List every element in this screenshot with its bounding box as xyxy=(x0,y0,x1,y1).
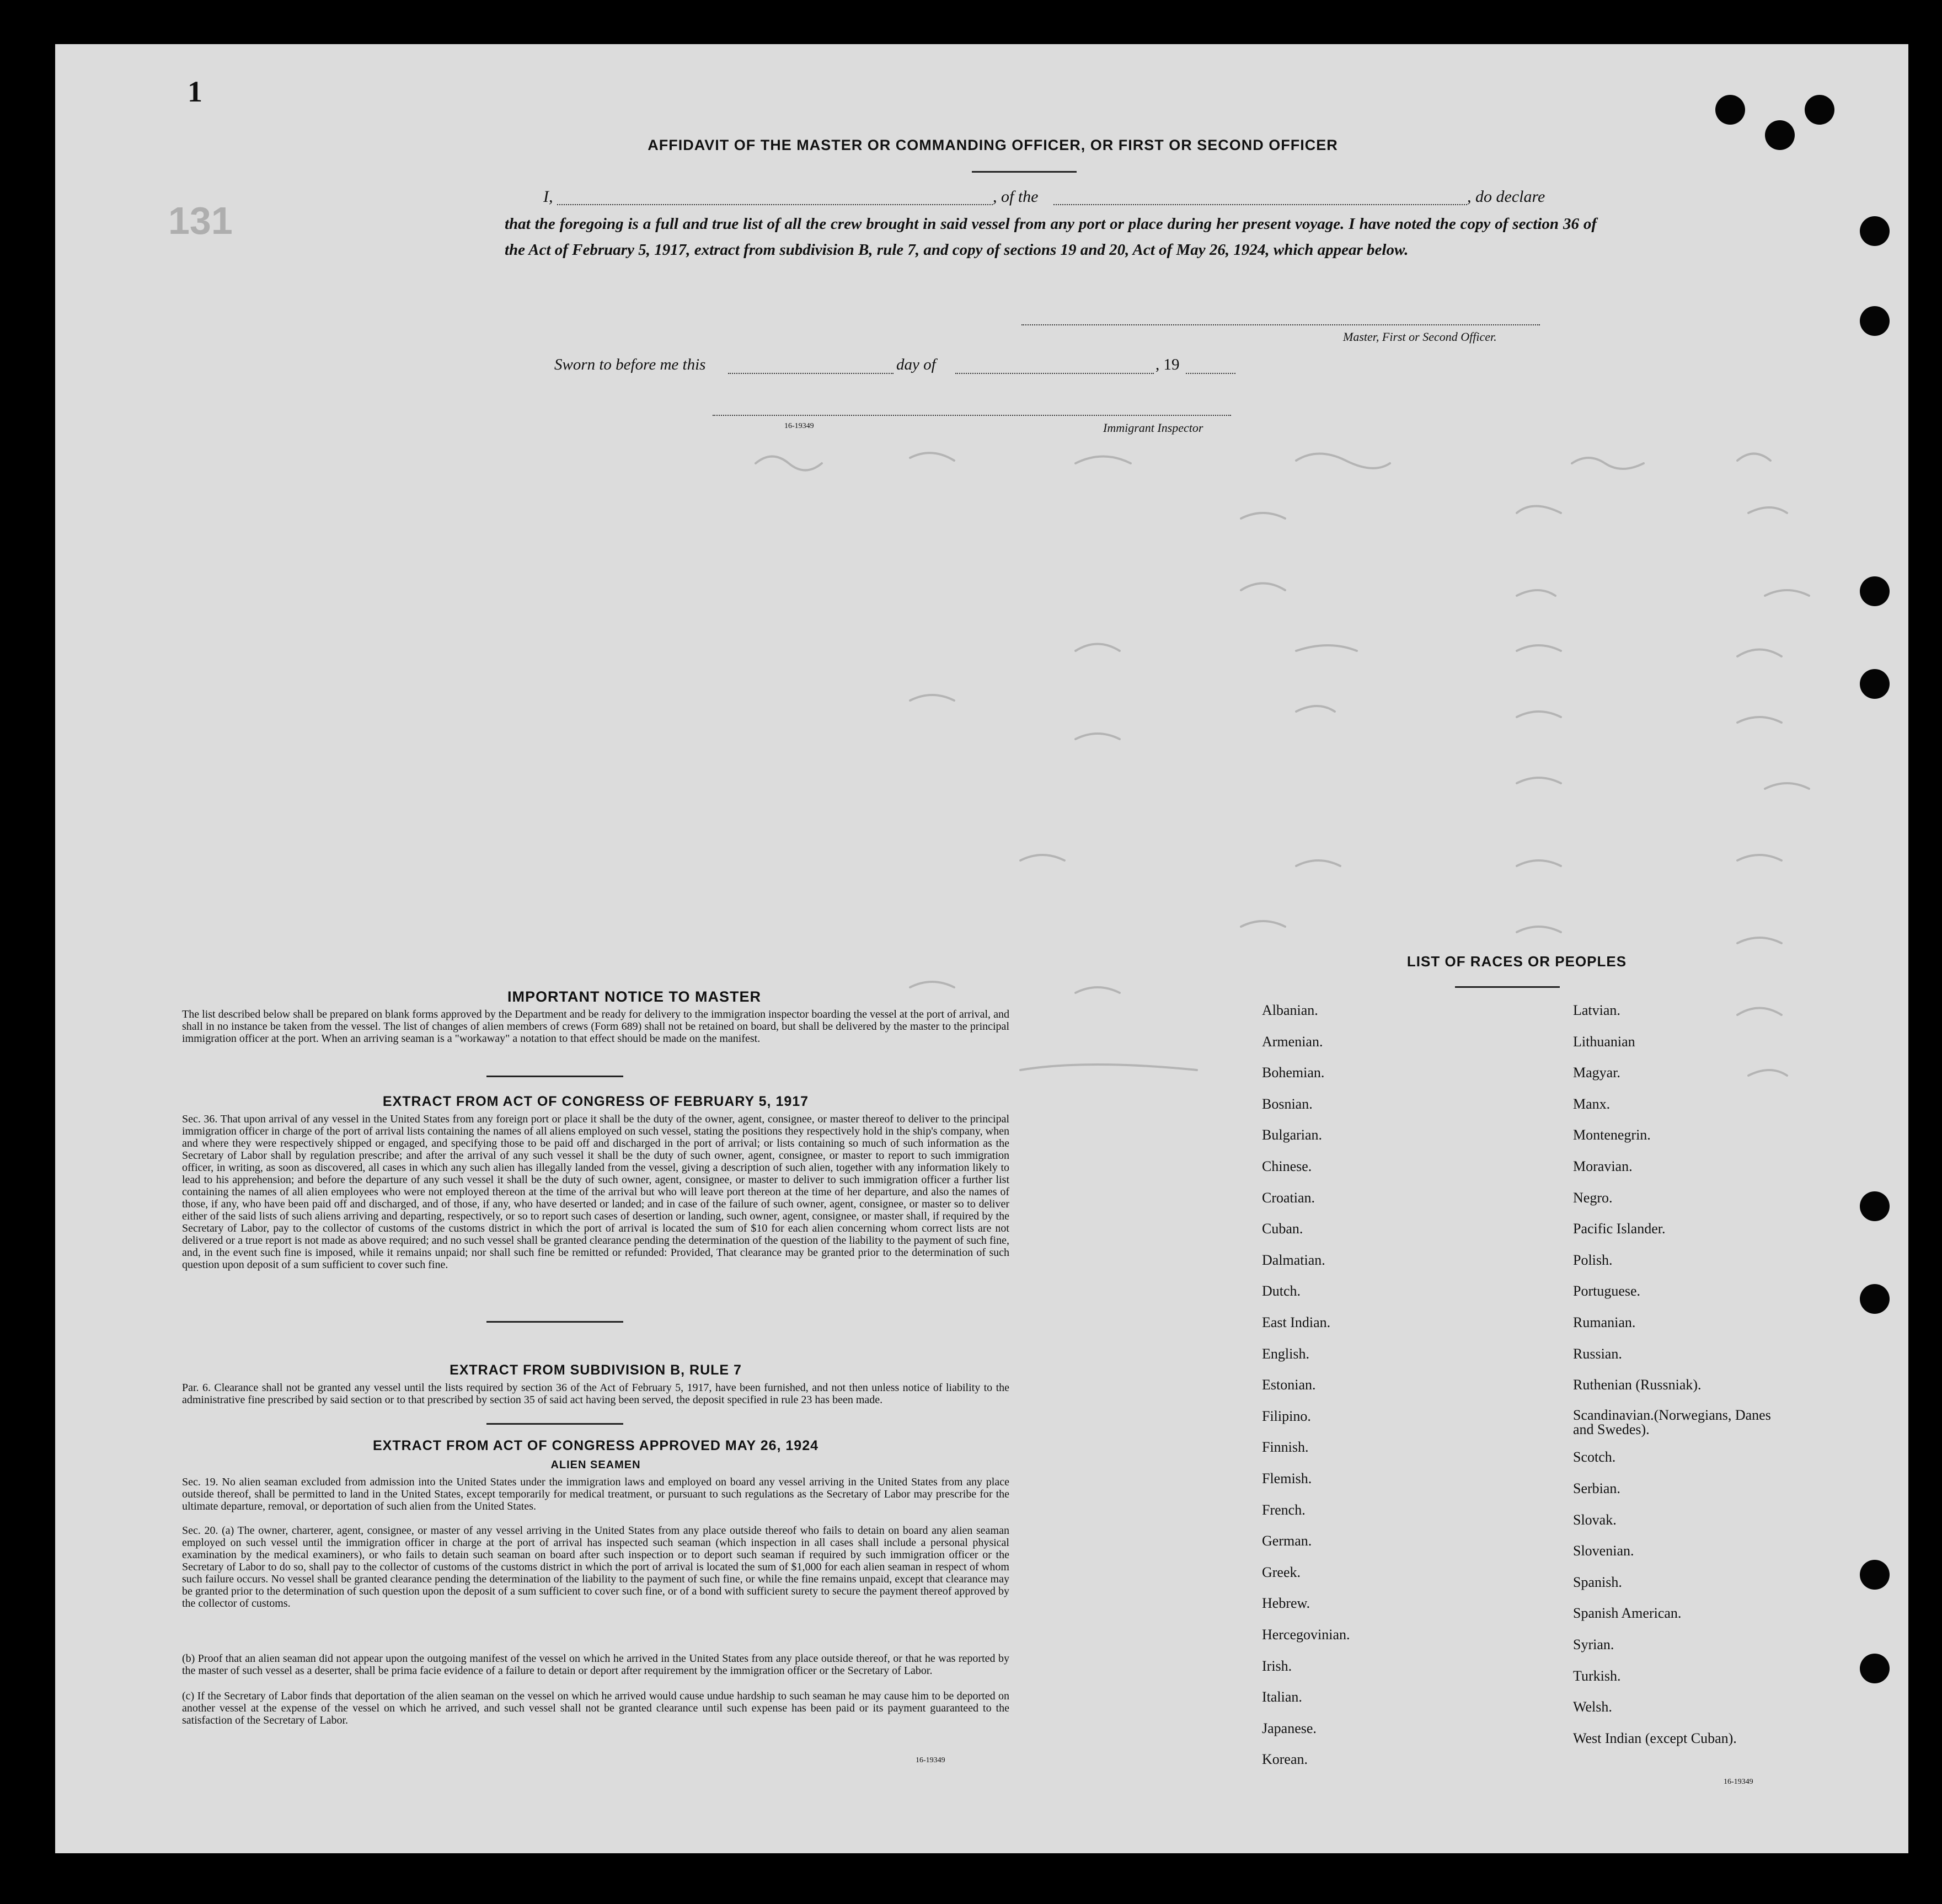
race-item-left: Korean. xyxy=(1262,1751,1308,1768)
signature-label: Master, First or Second Officer. xyxy=(1343,330,1497,344)
corner-mark: 1 xyxy=(188,75,202,108)
race-item-right: Slovenian. xyxy=(1573,1543,1634,1559)
race-item-left: Dalmatian. xyxy=(1262,1251,1325,1268)
extract-1924-form-number: 16-19349 xyxy=(916,1756,945,1764)
race-item-right: West Indian (except Cuban). xyxy=(1573,1730,1737,1746)
race-item-left: Bosnian. xyxy=(1262,1095,1313,1112)
punch-hole xyxy=(1860,1560,1890,1590)
race-item-left: Hebrew. xyxy=(1262,1595,1310,1612)
punch-hole xyxy=(1860,1654,1890,1683)
race-item-left: Japanese. xyxy=(1262,1720,1317,1736)
sec20c-body: (c) If the Secretary of Labor finds that deportation of the alien seaman on the vessel on which he arrived would cause undue hardship to such seaman he may cause him to be deported on another vessel at the expense of the vessel on which he arrived, and such vessel shall not be granted clearance until such expense has been paid or its payment guaranteed to the satisfaction of the Secretary of Labor. xyxy=(182,1690,1009,1726)
race-item-left: Italian. xyxy=(1262,1689,1302,1705)
races-title: LIST OF RACES OR PEOPLES xyxy=(1406,953,1627,970)
race-item-left: Albanian. xyxy=(1262,1002,1318,1018)
punch-hole xyxy=(1860,1284,1890,1314)
extract-1917-body: Sec. 36. That upon arrival of any vessel in the United States from any foreign port or place it shall be the duty of the owner, agent, consignee, or master thereof to deliver to the principal immigration officer in charge of the port of arrival lists containing the names of all aliens employed on such vessel, stating the positions they respectively hold in the ship's company, when and where they were respectively shipped or engaged, and specifying those to be paid off and discharged in the port of arrival; or lists containing so much of such information as the Secretary of Labor shall by regulation prescribe; and after the arrival of any such vessel it shall be the duty of such owner, agent, consignee, or master to report to such immigration officer, in writing, as soon as discovered, all cases in which any such alien has illegally landed from the vessel, giving a description of such alien, together with any information likely to lead to his apprehension; and before the departure of any such vessel it shall be the duty of such owner, agent, consignee, or master to deliver to such immigration officer a further list containing the names of all alien employees who were not employed thereon at the time of the arrival but who will leave port thereon at the time of her departure, and also the names of those, if any, who have been paid off and discharged, and of those, if any, who have deserted or landed; and in case of the failure of such owner, agent, consignee, or master so to deliver either of the said lists of such aliens arriving and departing, respectively, or so to report such cases of desertion or landing, such owner, agent, consignee, or master shall, if required by the Secretary of Labor, pay to the collector of customs of the customs district in which the port of arrival is located the sum of $10 for each alien concerning whom correct lists are not delivered or a true report is not made as above required; and no such vessel shall be granted clearance pending the determination of the question of the liability to the payment of such fine, and, in the event such fine is imposed, while it remains unpaid; nor shall such fine be remitted or refunded: Provided, That clearance may be granted prior to the determination of such question upon deposit of a sum sufficient to cover such fine. xyxy=(182,1113,1009,1271)
extract-1924-title: EXTRACT FROM ACT OF CONGRESS APPROVED MAY 26, 1924 xyxy=(372,1438,819,1453)
affidavit-body: that the foregoing is a full and true list of all the crew brought in said vessel from any port or place during her present voyage. I have noted the copy of section 36 of the Act of February 5, 1917, extract from subdivision B, rule 7, and copy of sections 19 and 20, Act of May 26, 1924, which appear below. xyxy=(505,215,1597,259)
sec20a-body: Sec. 20. (a) The owner, charterer, agent, consignee, or master of any vessel arriving in the United States from any place outside thereof who fails to detain on board any alien seaman employed on such vessel until the immigration officer in charge at the port of arrival has inspected such seaman (which inspection in all cases shall include a personal physical examination by the medical examiners), or who fails to detain such seaman on board after such inspection or to deport such seaman if required by such immigration officer or the Secretary of Labor to do so, shall pay to the collector of customs of the customs district in which the port of arrival is located the sum of $1,000 for each alien seaman in respect of whom such failure occurs. No vessel shall be granted clearance pending the determination of the liability to the payment of such fine, or while the fine remains unpaid, except that clearance may be granted prior to the determination of such question upon the deposit of a sum sufficient to cover such fine, or of a bond with sufficient surety to secure the payment thereof approved by the collector of customs. xyxy=(182,1525,1009,1609)
race-item-left: Bohemian. xyxy=(1262,1065,1325,1081)
affidavit-do-declare: , do declare xyxy=(1467,188,1545,206)
race-item-right: Ruthenian (Russniak). xyxy=(1573,1377,1702,1393)
rule7-title: EXTRACT FROM SUBDIVISION B, RULE 7 xyxy=(450,1362,742,1378)
race-item-right: Serbian. xyxy=(1573,1480,1620,1496)
affidavit-of-the: , of the xyxy=(993,188,1039,206)
race-item-left: German. xyxy=(1262,1533,1312,1549)
sworn-prefix: Sworn to before me this xyxy=(554,356,706,373)
race-item-right: Lithuanian xyxy=(1573,1033,1635,1050)
title-divider xyxy=(972,171,1077,173)
sworn-month-field[interactable] xyxy=(955,373,1154,374)
affidavit-i: I, xyxy=(543,188,553,206)
faint-page-number: 131 xyxy=(168,199,233,242)
inspector-label: Immigrant Inspector xyxy=(1103,421,1203,435)
race-item-right: Slovak. xyxy=(1573,1511,1617,1528)
race-item-left: Flemish. xyxy=(1262,1470,1312,1486)
race-item-right: Spanish. xyxy=(1573,1574,1622,1590)
race-item-right: Welsh. xyxy=(1573,1699,1612,1715)
race-item-right: Polish. xyxy=(1573,1251,1613,1268)
sworn-year: , 19 xyxy=(1155,356,1180,373)
punch-hole xyxy=(1860,306,1890,336)
sworn-day-field[interactable] xyxy=(728,373,894,374)
extract-1924-subtitle: ALIEN SEAMEN xyxy=(550,1459,641,1471)
rule7-body: Par. 6. Clearance shall not be granted any vessel until the lists required by section 36 of the Act of February 5, 1917, have been furnished, and not then unless notice of liability to the administrative fine prescribed by said section or to that prescribed by section 35 of said act having been served, the deposit specified in rule 23 has been made. xyxy=(182,1382,1009,1406)
race-item-left: Hercegovinian. xyxy=(1262,1627,1350,1643)
punch-hole xyxy=(1805,95,1834,125)
race-item-left: English. xyxy=(1262,1345,1309,1362)
notice-title: IMPORTANT NOTICE TO MASTER xyxy=(507,988,761,1005)
race-item-right: Portuguese. xyxy=(1573,1283,1641,1299)
race-item-left: East Indian. xyxy=(1262,1314,1331,1330)
race-item-left: Chinese. xyxy=(1262,1158,1312,1174)
race-item-right: Magyar. xyxy=(1573,1065,1620,1081)
vessel-name-field[interactable] xyxy=(1053,204,1467,205)
affidavit-form-number: 16-19349 xyxy=(784,422,814,430)
race-item-right: Montenegrin. xyxy=(1573,1127,1651,1143)
race-item-right: Syrian. xyxy=(1573,1636,1614,1652)
sworn-year-field[interactable] xyxy=(1186,373,1235,374)
race-item-right: Turkish. xyxy=(1573,1667,1621,1684)
notice-divider xyxy=(486,1076,623,1077)
race-item-right: Negro. xyxy=(1573,1189,1613,1206)
punch-hole xyxy=(1765,120,1795,150)
race-item-left: Cuban. xyxy=(1262,1221,1303,1237)
document-sheet xyxy=(55,44,1908,1853)
race-item-left: French. xyxy=(1262,1501,1306,1518)
race-item-left: Estonian. xyxy=(1262,1377,1316,1393)
punch-hole xyxy=(1860,216,1890,246)
race-item-left: Armenian. xyxy=(1262,1033,1323,1050)
punch-hole xyxy=(1860,1191,1890,1221)
race-item-left: Croatian. xyxy=(1262,1189,1315,1206)
race-item-left: Finnish. xyxy=(1262,1439,1309,1456)
race-item-right: Manx. xyxy=(1573,1095,1611,1112)
sworn-day-of: day of xyxy=(896,356,936,373)
race-item-right: Spanish American. xyxy=(1573,1605,1682,1622)
affiant-name-field[interactable] xyxy=(557,204,993,205)
race-item-left: Bulgarian. xyxy=(1262,1127,1323,1143)
race-item-left: Irish. xyxy=(1262,1657,1292,1674)
race-item-right: Moravian. xyxy=(1573,1158,1633,1174)
extract-1917-title: EXTRACT FROM ACT OF CONGRESS OF FEBRUARY 5, 1917 xyxy=(382,1094,809,1109)
race-item-right: Rumanian. xyxy=(1573,1314,1636,1330)
punch-hole xyxy=(1715,95,1745,125)
race-item-right: Scandinavian.(Norwegians, Danes and Swedes). xyxy=(1573,1406,1771,1437)
race-item-left: Dutch. xyxy=(1262,1283,1301,1299)
races-divider xyxy=(1455,986,1560,988)
extract-1917-divider xyxy=(486,1321,623,1323)
race-item-right: Scotch. xyxy=(1573,1449,1616,1466)
race-item-left: Filipino. xyxy=(1262,1408,1311,1424)
races-form-number: 16-19349 xyxy=(1724,1778,1753,1786)
inspector-signature-field[interactable] xyxy=(713,415,1231,416)
race-item-left: Greek. xyxy=(1262,1564,1301,1580)
rule7-divider xyxy=(486,1423,623,1425)
master-signature-field[interactable] xyxy=(1021,324,1540,325)
sec19-body: Sec. 19. No alien seaman excluded from admission into the United States under the immigration laws and employed on board any vessel arriving in the United States from any place outside thereof, shall be permitted to land in the United States, except temporarily for medical treatment, or pursuant to such regulations as the Secretary of Labor may prescribe for the ultimate departure, removal, or deportation of such alien from the United States. xyxy=(182,1476,1009,1512)
race-item-right: Russian. xyxy=(1573,1345,1622,1362)
race-item-right: Pacific Islander. xyxy=(1573,1221,1666,1237)
sec20b-body: (b) Proof that an alien seaman did not appear upon the outgoing manifest of the vessel on which he arrived in the United States from any place outside thereof, or that he was reported by the master of such vessel as a deserter, shall be prima facie evidence of a failure to detain or deport after requirement by the immigration officer or the Secretary of Labor. xyxy=(182,1652,1009,1677)
notice-body: The list described below shall be prepared on blank forms approved by the Department and be ready for delivery to the immigration inspector boarding the vessel at the port of arrival, and shall in no instance be taken from the vessel. The list of changes of alien members of crews (Form 689) shall not be retained on board, but shall be delivered by the master to the principal immigration officer at the port. When an arriving seaman is a "workaway" a notation to that effect should be made on the manifest. xyxy=(182,1008,1009,1045)
affidavit-title: AFFIDAVIT OF THE MASTER OR COMMANDING OFFICER, OR FIRST OR SECOND OFFICER xyxy=(648,137,1338,153)
race-item-right: Latvian. xyxy=(1573,1002,1620,1018)
